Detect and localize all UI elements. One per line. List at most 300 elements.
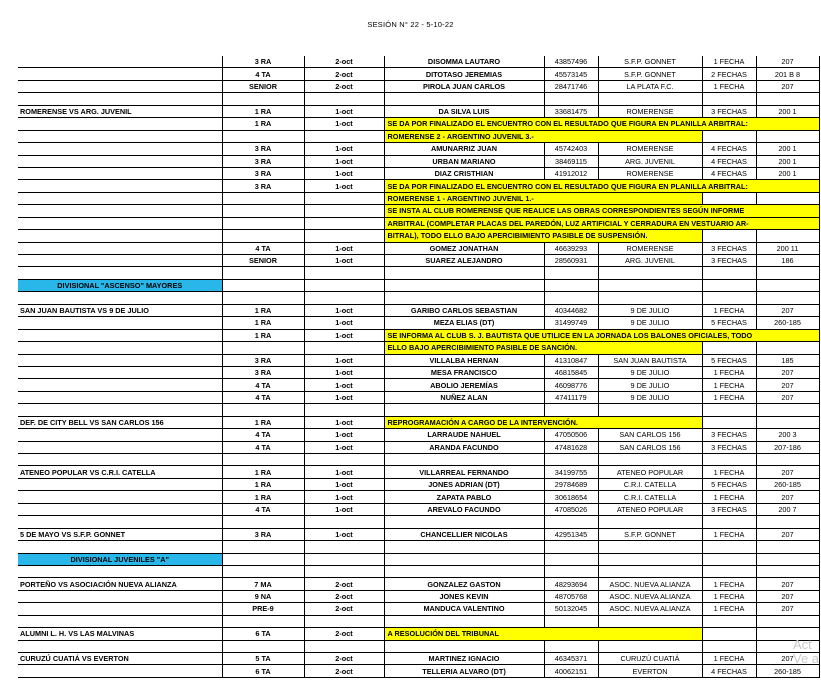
- match-cell: [18, 143, 222, 155]
- empty-cell: [18, 565, 222, 577]
- match-cell: [18, 342, 222, 354]
- match-cell: [18, 391, 222, 403]
- empty-cell: [222, 404, 304, 416]
- empty-cell: [598, 640, 702, 652]
- dni-cell: 48705768: [544, 590, 598, 602]
- player-cell: VILLALBA HERNAN: [384, 354, 544, 366]
- player-cell: DITOTASO JEREMIAS: [384, 68, 544, 80]
- dni-cell: 48293694: [544, 578, 598, 590]
- article-cell: 200 1: [756, 167, 819, 179]
- date-cell: 1-oct: [304, 118, 384, 130]
- empty-row: [18, 516, 819, 528]
- article-cell: 207: [756, 304, 819, 316]
- empty-cell: [598, 267, 702, 279]
- empty-cell: [544, 267, 598, 279]
- resolution-note: A RESOLUCIÓN DEL TRIBUNAL: [384, 628, 702, 640]
- date-cell: 1-oct: [304, 180, 384, 192]
- date-cell: 1-oct: [304, 503, 384, 515]
- date-cell: [304, 192, 384, 204]
- table-row: [18, 379, 819, 391]
- category-cell: 6 TA: [222, 665, 304, 677]
- club-cell: ROMERENSE: [598, 105, 702, 117]
- table-row: [18, 155, 819, 167]
- player-cell: JONES KEVIN: [384, 590, 544, 602]
- table-row: [18, 491, 819, 503]
- resolution-note-row: [18, 217, 819, 229]
- match-cell: [18, 491, 222, 503]
- sanction-cell: 4 FECHAS: [702, 155, 756, 167]
- club-cell: ROMERENSE: [598, 143, 702, 155]
- resolution-note: SE DA POR FINALIZADO EL ENCUENTRO CON EL RESULTADO QUE FIGURA EN PLANILLA ARBITRAL:: [384, 180, 819, 192]
- club-cell: C.R.I. CATELLA: [598, 491, 702, 503]
- sanction-cell: 1 FECHA: [702, 391, 756, 403]
- resolution-note: SE DA POR FINALIZADO EL ENCUENTRO CON EL RESULTADO QUE FIGURA EN PLANILLA ARBITRAL:: [384, 118, 819, 130]
- sanctions-table-body: [18, 56, 819, 677]
- sanction-cell: 3 FECHAS: [702, 429, 756, 441]
- empty-cell: [544, 565, 598, 577]
- player-cell: ZAPATA PABLO: [384, 491, 544, 503]
- category-cell: 1 RA: [222, 416, 304, 428]
- player-cell: GONZALEZ GASTON: [384, 578, 544, 590]
- empty-cell: [384, 541, 544, 553]
- empty-cell: [702, 553, 756, 565]
- empty-row: [18, 93, 819, 105]
- empty-cell: [304, 553, 384, 565]
- article-cell: 207-186: [756, 441, 819, 453]
- empty-cell: [18, 516, 222, 528]
- dni-cell: 38469115: [544, 155, 598, 167]
- table-row: [18, 429, 819, 441]
- article-cell: 200 7: [756, 503, 819, 515]
- player-cell: AREVALO FACUNDO: [384, 503, 544, 515]
- empty-cell: [384, 640, 544, 652]
- empty-cell: [304, 541, 384, 553]
- match-cell: 5 DE MAYO VS S.F.P. GONNET: [18, 528, 222, 540]
- empty-row: [18, 541, 819, 553]
- resolution-note-row: [18, 118, 819, 130]
- division-header-row: [18, 553, 819, 565]
- date-cell: 2-oct: [304, 56, 384, 68]
- date-cell: 1-oct: [304, 391, 384, 403]
- sanction-cell: 3 FECHAS: [702, 105, 756, 117]
- category-cell: [222, 342, 304, 354]
- match-cell: [18, 205, 222, 217]
- article-cell: 201 B 8: [756, 68, 819, 80]
- table-row: [18, 528, 819, 540]
- player-cell: TELLERIA ALVARO (DT): [384, 665, 544, 677]
- dni-cell: 47050506: [544, 429, 598, 441]
- match-cell: CURUZÚ CUATIÁ VS EVERTON: [18, 653, 222, 665]
- empty-cell: [544, 93, 598, 105]
- resolution-note-row: [18, 130, 819, 142]
- empty-cell: [702, 267, 756, 279]
- player-cell: MARTINEZ IGNACIO: [384, 653, 544, 665]
- empty-cell: [384, 615, 544, 627]
- player-cell: ABOLIO JEREMÍAS: [384, 379, 544, 391]
- category-cell: 4 TA: [222, 379, 304, 391]
- date-cell: [304, 342, 384, 354]
- sanction-cell: 1 FECHA: [702, 603, 756, 615]
- empty-cell: [544, 454, 598, 466]
- empty-cell: [702, 416, 756, 428]
- empty-cell: [544, 404, 598, 416]
- club-cell: S.F.P. GONNET: [598, 68, 702, 80]
- player-cell: DA SILVA LUIS: [384, 105, 544, 117]
- category-cell: 3 RA: [222, 354, 304, 366]
- category-cell: 3 RA: [222, 167, 304, 179]
- category-cell: 4 TA: [222, 68, 304, 80]
- session-title: SESIÓN N° 22 - 5-10-22: [367, 20, 454, 29]
- article-cell: 186: [756, 255, 819, 267]
- player-cell: MESA FRANCISCO: [384, 366, 544, 378]
- player-cell: GARIBO CARLOS SEBASTIAN: [384, 304, 544, 316]
- empty-cell: [544, 292, 598, 304]
- club-cell: C.R.I. CATELLA: [598, 478, 702, 490]
- player-cell: MEZA ELIAS (DT): [384, 317, 544, 329]
- player-cell: CHANCELLIER NICOLAS: [384, 528, 544, 540]
- empty-cell: [598, 292, 702, 304]
- article-cell: 200 11: [756, 242, 819, 254]
- resolution-note: ELLO BAJO APERCIBIMIENTO PASIBLE DE SANCIÓN.: [384, 342, 702, 354]
- match-cell: [18, 379, 222, 391]
- sanction-cell: 1 FECHA: [702, 56, 756, 68]
- match-cell: [18, 192, 222, 204]
- empty-cell: [756, 454, 819, 466]
- table-row: [18, 391, 819, 403]
- empty-cell: [756, 93, 819, 105]
- club-cell: ATENEO POPULAR: [598, 466, 702, 478]
- dni-cell: 33681475: [544, 105, 598, 117]
- dni-cell: 31499749: [544, 317, 598, 329]
- date-cell: 1-oct: [304, 304, 384, 316]
- dni-cell: 46345371: [544, 653, 598, 665]
- empty-cell: [598, 541, 702, 553]
- empty-cell: [756, 404, 819, 416]
- article-cell: 200 3: [756, 429, 819, 441]
- empty-cell: [598, 404, 702, 416]
- date-cell: 1-oct: [304, 255, 384, 267]
- club-cell: CURUZÚ CUATIÁ: [598, 653, 702, 665]
- empty-cell: [18, 454, 222, 466]
- article-cell: 200 1: [756, 155, 819, 167]
- player-cell: AMUNARRIZ JUAN: [384, 143, 544, 155]
- club-cell: SAN JUAN BAUTISTA: [598, 354, 702, 366]
- empty-cell: [702, 192, 756, 204]
- club-cell: 9 DE JULIO: [598, 366, 702, 378]
- resolution-note-row: [18, 180, 819, 192]
- category-cell: 4 TA: [222, 242, 304, 254]
- dni-cell: 28471746: [544, 80, 598, 92]
- table-row: [18, 478, 819, 490]
- player-cell: DIAZ CRISTHIAN: [384, 167, 544, 179]
- category-cell: 1 RA: [222, 118, 304, 130]
- table-row: [18, 317, 819, 329]
- watermark-line: Ve a: [793, 651, 820, 666]
- date-cell: 1-oct: [304, 379, 384, 391]
- date-cell: 2-oct: [304, 628, 384, 640]
- dni-cell: 40344682: [544, 304, 598, 316]
- match-cell: [18, 217, 222, 229]
- sanction-cell: 1 FECHA: [702, 304, 756, 316]
- empty-cell: [702, 292, 756, 304]
- dni-cell: 43857496: [544, 56, 598, 68]
- date-cell: 1-oct: [304, 354, 384, 366]
- article-cell: 207: [756, 590, 819, 602]
- category-cell: 4 TA: [222, 503, 304, 515]
- empty-cell: [756, 192, 819, 204]
- match-cell: ROMERENSE VS ARG. JUVENIL: [18, 105, 222, 117]
- player-cell: DISOMMA LAUTARO: [384, 56, 544, 68]
- category-cell: [222, 205, 304, 217]
- category-cell: 7 MA: [222, 578, 304, 590]
- empty-cell: [222, 640, 304, 652]
- empty-cell: [598, 615, 702, 627]
- empty-cell: [598, 553, 702, 565]
- club-cell: ASOC. NUEVA ALIANZA: [598, 590, 702, 602]
- category-cell: [222, 230, 304, 242]
- dni-cell: 29784689: [544, 478, 598, 490]
- sanction-cell: 3 FECHAS: [702, 242, 756, 254]
- empty-cell: [222, 516, 304, 528]
- table-row: [18, 68, 819, 80]
- resolution-note: ROMERENSE 1 - ARGENTINO JUVENIL 1.-: [384, 192, 702, 204]
- empty-cell: [756, 230, 819, 242]
- empty-cell: [756, 516, 819, 528]
- category-cell: 4 TA: [222, 429, 304, 441]
- resolution-note: BITRAL), TODO ELLO BAJO APERCIBIMIENTO PASIBLE DE SUSPENSIÓN.: [384, 230, 702, 242]
- empty-row: [18, 292, 819, 304]
- article-cell: 207: [756, 603, 819, 615]
- player-cell: URBAN MARIANO: [384, 155, 544, 167]
- resolution-note: SE INSTA AL CLUB ROMERENSE QUE REALICE LAS OBRAS CORRESPONDIENTES SEGÚN INFORME: [384, 205, 819, 217]
- table-row: [18, 578, 819, 590]
- table-row: [18, 167, 819, 179]
- table-row: [18, 366, 819, 378]
- player-cell: JONES ADRIAN (DT): [384, 478, 544, 490]
- empty-cell: [222, 292, 304, 304]
- empty-cell: [18, 93, 222, 105]
- category-cell: 4 TA: [222, 441, 304, 453]
- resolution-note-row: [18, 205, 819, 217]
- empty-cell: [304, 292, 384, 304]
- category-cell: 6 TA: [222, 628, 304, 640]
- empty-cell: [304, 404, 384, 416]
- match-cell: [18, 317, 222, 329]
- category-cell: 1 RA: [222, 491, 304, 503]
- dni-cell: 42951345: [544, 528, 598, 540]
- empty-cell: [384, 565, 544, 577]
- article-cell: 200 1: [756, 105, 819, 117]
- category-cell: 4 TA: [222, 391, 304, 403]
- empty-cell: [304, 516, 384, 528]
- category-cell: 1 RA: [222, 105, 304, 117]
- sanction-cell: 4 FECHAS: [702, 167, 756, 179]
- date-cell: 2-oct: [304, 578, 384, 590]
- division-header: DIVISIONAL "ASCENSO" MAYORES: [18, 279, 222, 291]
- match-cell: [18, 665, 222, 677]
- date-cell: 1-oct: [304, 466, 384, 478]
- sanction-cell: 1 FECHA: [702, 578, 756, 590]
- match-cell: [18, 255, 222, 267]
- club-cell: 9 DE JULIO: [598, 379, 702, 391]
- empty-cell: [702, 565, 756, 577]
- category-cell: [222, 192, 304, 204]
- resolution-note-row: [18, 416, 819, 428]
- sanction-cell: 1 FECHA: [702, 590, 756, 602]
- empty-cell: [304, 279, 384, 291]
- empty-cell: [756, 267, 819, 279]
- empty-cell: [18, 640, 222, 652]
- table-row: [18, 665, 819, 677]
- empty-cell: [544, 516, 598, 528]
- category-cell: 3 RA: [222, 56, 304, 68]
- empty-cell: [384, 553, 544, 565]
- empty-row: [18, 565, 819, 577]
- empty-cell: [702, 628, 756, 640]
- resolution-note-row: [18, 192, 819, 204]
- empty-cell: [756, 342, 819, 354]
- empty-cell: [702, 404, 756, 416]
- match-cell: [18, 80, 222, 92]
- article-cell: 200 1: [756, 143, 819, 155]
- empty-cell: [384, 292, 544, 304]
- match-cell: [18, 167, 222, 179]
- article-cell: 207: [756, 578, 819, 590]
- table-row: [18, 80, 819, 92]
- match-cell: [18, 354, 222, 366]
- category-cell: 3 RA: [222, 528, 304, 540]
- club-cell: S.F.P. GONNET: [598, 56, 702, 68]
- club-cell: ASOC. NUEVA ALIANZA: [598, 603, 702, 615]
- article-cell: 207: [756, 391, 819, 403]
- date-cell: 1-oct: [304, 242, 384, 254]
- date-cell: 1-oct: [304, 155, 384, 167]
- club-cell: ROMERENSE: [598, 167, 702, 179]
- dni-cell: 47411179: [544, 391, 598, 403]
- empty-cell: [222, 93, 304, 105]
- date-cell: 2-oct: [304, 68, 384, 80]
- match-cell: [18, 503, 222, 515]
- dni-cell: 30618654: [544, 491, 598, 503]
- match-cell: [18, 180, 222, 192]
- category-cell: 1 RA: [222, 304, 304, 316]
- resolution-note-row: [18, 230, 819, 242]
- club-cell: ARG. JUVENIL: [598, 255, 702, 267]
- table-row: [18, 354, 819, 366]
- sanction-cell: 3 FECHAS: [702, 503, 756, 515]
- match-cell: SAN JUAN BAUTISTA VS 9 DE JULIO: [18, 304, 222, 316]
- category-cell: SENIOR: [222, 80, 304, 92]
- dni-cell: 41310847: [544, 354, 598, 366]
- empty-cell: [384, 93, 544, 105]
- empty-row: [18, 615, 819, 627]
- sanctions-sheet: [18, 56, 820, 678]
- table-row: [18, 105, 819, 117]
- division-header: DIVISIONAL JUVENILES "A": [18, 553, 222, 565]
- dni-cell: 34199755: [544, 466, 598, 478]
- table-row: [18, 466, 819, 478]
- empty-cell: [304, 93, 384, 105]
- club-cell: LA PLATA F.C.: [598, 80, 702, 92]
- empty-cell: [304, 640, 384, 652]
- player-cell: SUAREZ ALEJANDRO: [384, 255, 544, 267]
- empty-cell: [544, 541, 598, 553]
- empty-row: [18, 267, 819, 279]
- empty-cell: [18, 292, 222, 304]
- date-cell: 1-oct: [304, 416, 384, 428]
- empty-cell: [544, 279, 598, 291]
- empty-cell: [702, 342, 756, 354]
- match-cell: ATENEO POPULAR VS C.R.I. CATELLA: [18, 466, 222, 478]
- category-cell: [222, 217, 304, 229]
- category-cell: 3 RA: [222, 180, 304, 192]
- dni-cell: 47481628: [544, 441, 598, 453]
- date-cell: 2-oct: [304, 603, 384, 615]
- dni-cell: 40062151: [544, 665, 598, 677]
- resolution-note: ROMERENSE 2 - ARGENTINO JUVENIL 3.-: [384, 130, 702, 142]
- empty-cell: [18, 615, 222, 627]
- date-cell: 1-oct: [304, 528, 384, 540]
- sanction-cell: 2 FECHAS: [702, 68, 756, 80]
- sanction-cell: 1 FECHA: [702, 366, 756, 378]
- category-cell: 1 RA: [222, 317, 304, 329]
- empty-cell: [304, 565, 384, 577]
- empty-cell: [384, 516, 544, 528]
- match-cell: [18, 590, 222, 602]
- article-cell: 207: [756, 379, 819, 391]
- sanction-cell: 3 FECHAS: [702, 441, 756, 453]
- match-cell: [18, 478, 222, 490]
- date-cell: [304, 205, 384, 217]
- date-cell: 1-oct: [304, 478, 384, 490]
- empty-cell: [702, 279, 756, 291]
- resolution-note-row: [18, 342, 819, 354]
- empty-cell: [756, 565, 819, 577]
- empty-cell: [18, 404, 222, 416]
- match-cell: [18, 56, 222, 68]
- empty-cell: [756, 615, 819, 627]
- match-cell: [18, 68, 222, 80]
- empty-row: [18, 640, 819, 652]
- date-cell: 1-oct: [304, 105, 384, 117]
- empty-cell: [598, 279, 702, 291]
- empty-cell: [702, 541, 756, 553]
- dni-cell: 28560931: [544, 255, 598, 267]
- date-cell: 1-oct: [304, 167, 384, 179]
- table-row: [18, 653, 819, 665]
- empty-cell: [384, 279, 544, 291]
- match-cell: [18, 130, 222, 142]
- match-cell: DEF. DE CITY BELL VS SAN CARLOS 156: [18, 416, 222, 428]
- category-cell: SENIOR: [222, 255, 304, 267]
- player-cell: MANDUCA VALENTINO: [384, 603, 544, 615]
- player-cell: LARRAUDE NAHUEL: [384, 429, 544, 441]
- date-cell: 1-oct: [304, 329, 384, 341]
- resolution-note-row: [18, 628, 819, 640]
- empty-cell: [702, 230, 756, 242]
- article-cell: 260-185: [756, 665, 819, 677]
- dni-cell: 46098776: [544, 379, 598, 391]
- sanction-cell: 1 FECHA: [702, 466, 756, 478]
- player-cell: NUÑEZ ALAN: [384, 391, 544, 403]
- club-cell: ASOC. NUEVA ALIANZA: [598, 578, 702, 590]
- empty-cell: [544, 640, 598, 652]
- sanction-cell: 1 FECHA: [702, 653, 756, 665]
- sanction-cell: 5 FECHAS: [702, 317, 756, 329]
- dni-cell: 41912012: [544, 167, 598, 179]
- date-cell: [304, 130, 384, 142]
- date-cell: [304, 217, 384, 229]
